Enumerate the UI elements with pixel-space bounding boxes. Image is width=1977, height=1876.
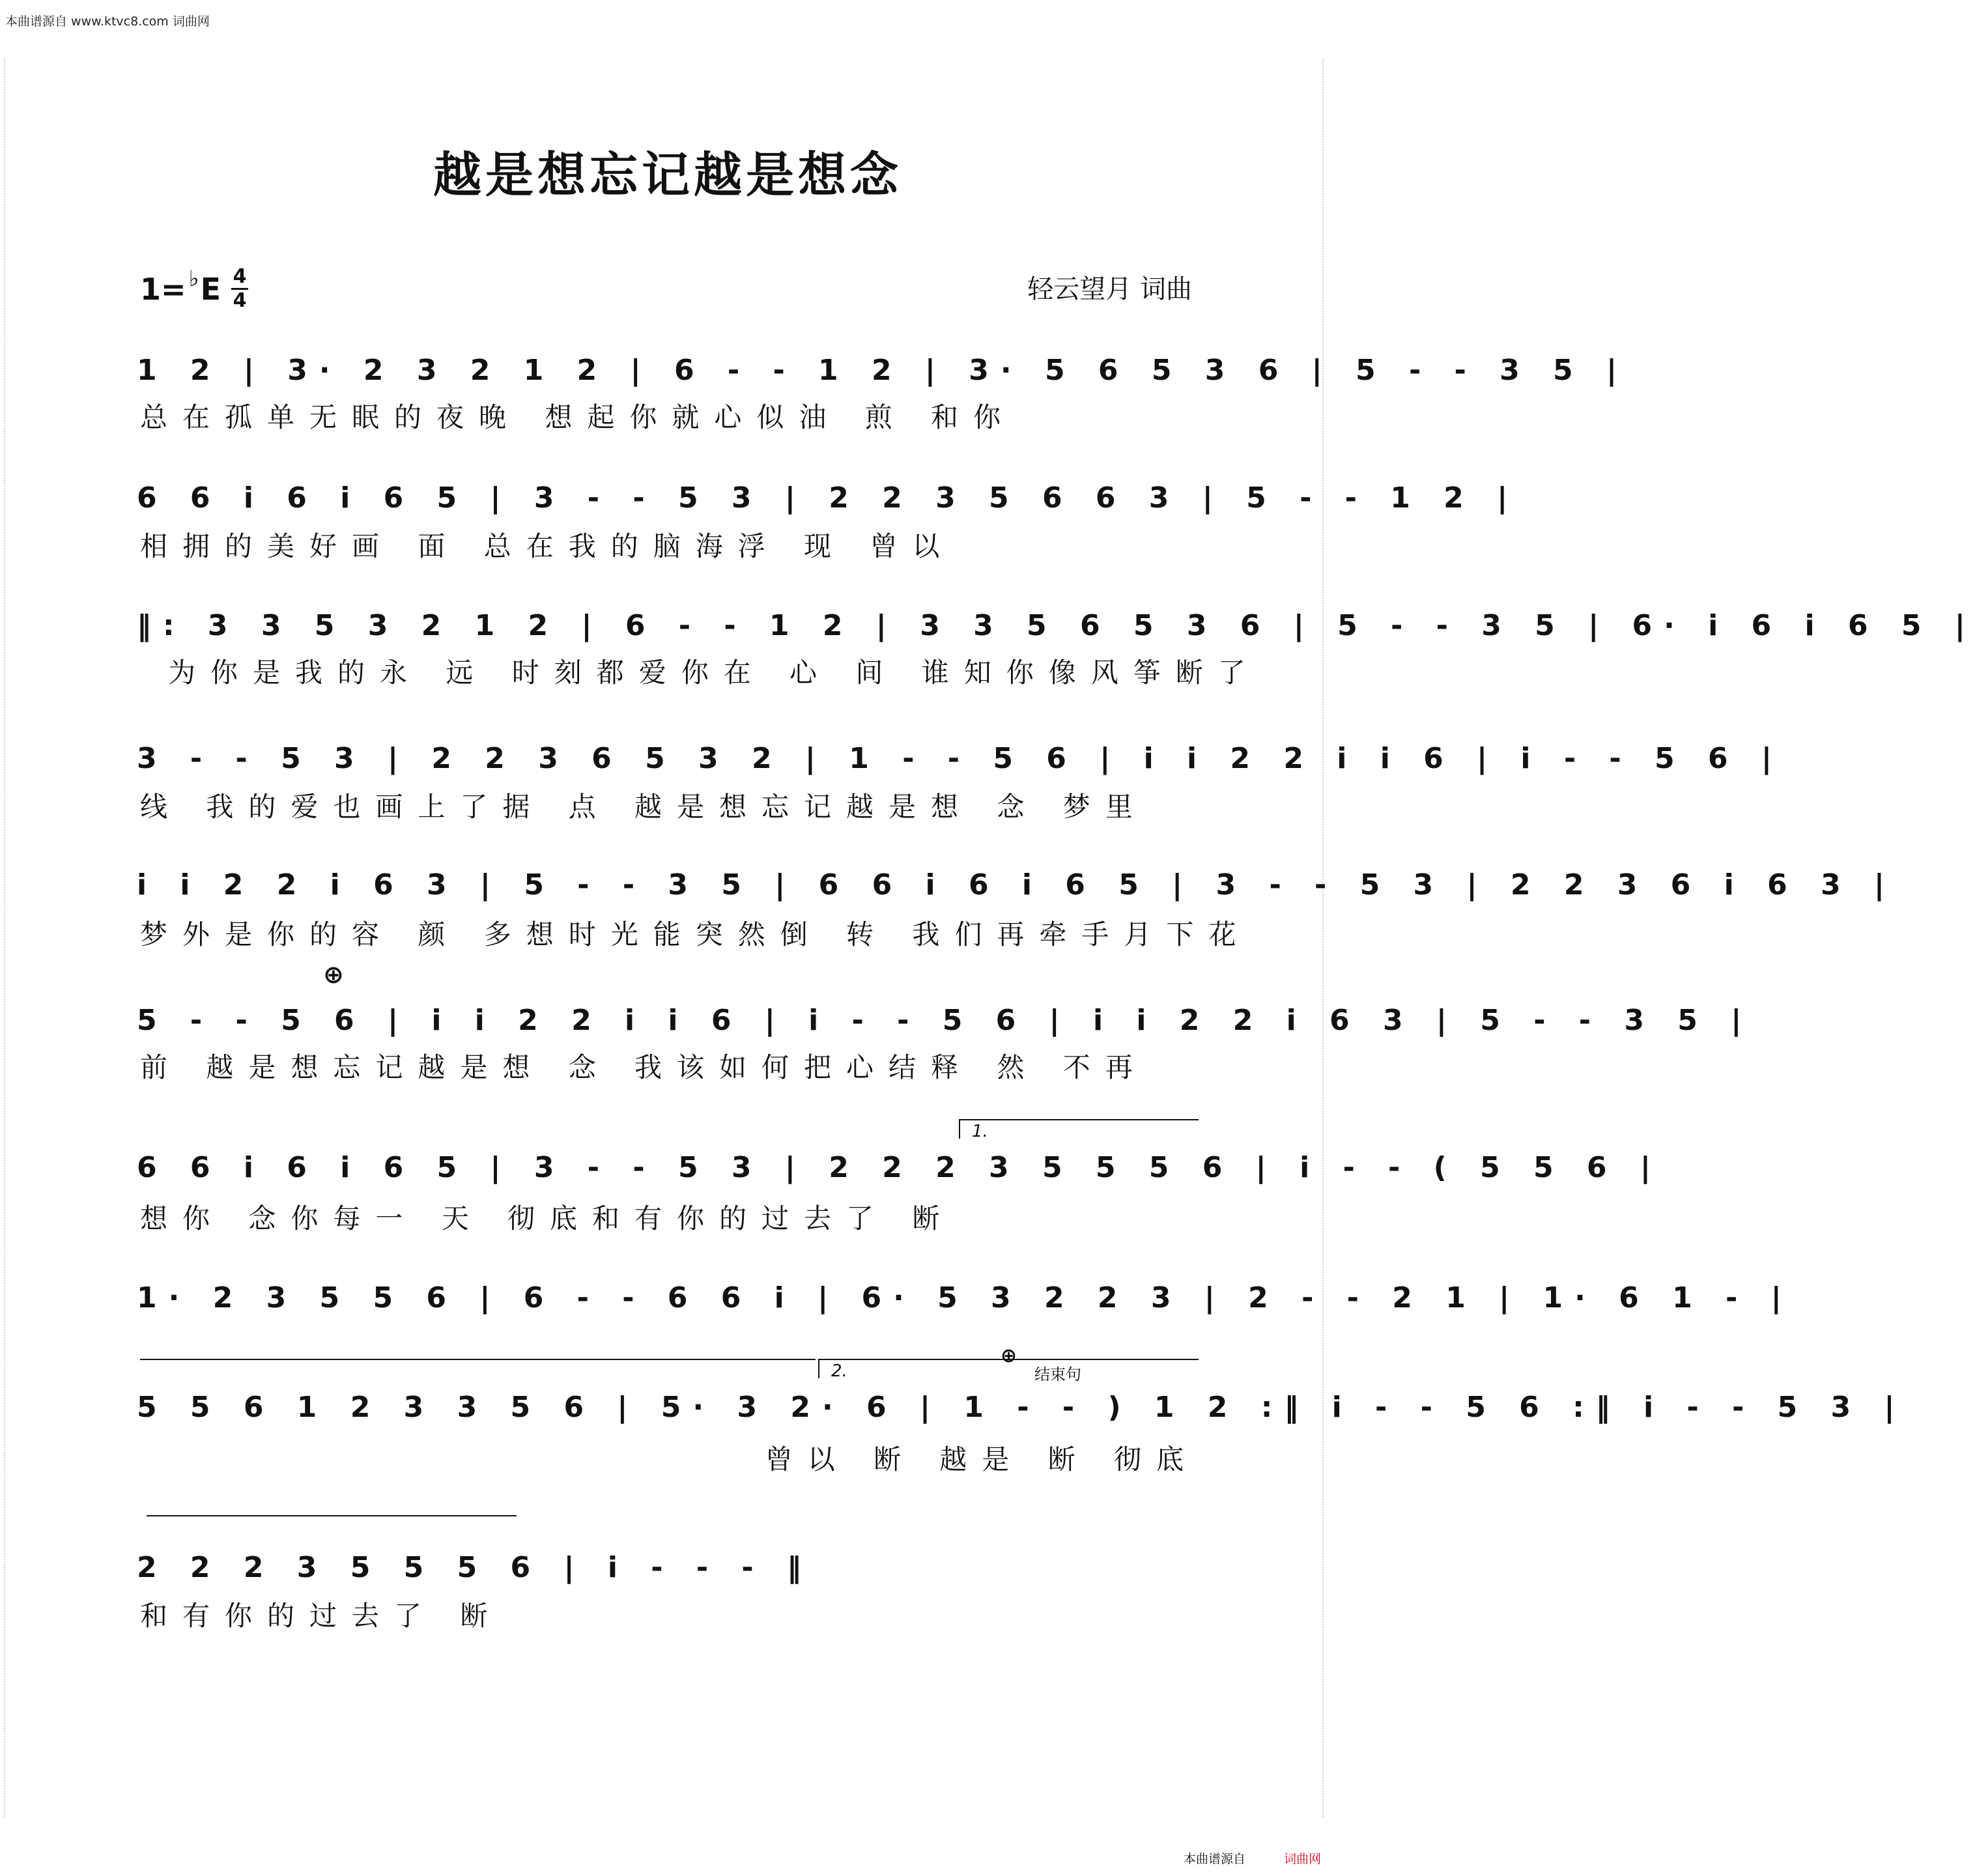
- lyrics-line-9: 曾以 断 越是 断 彻底: [765, 1443, 1199, 1475]
- repeat-bracket-line: [140, 1359, 816, 1360]
- time-signature-bottom: 4: [233, 289, 247, 312]
- notation-line-9: 5 5 6 1 2 3 3 5 6 | 5· 3 2· 6 | 1 - - ) 1 2 :‖ i - - 5 6 :‖ i - - 5 3 |: [137, 1390, 1907, 1424]
- notation-line-5: i i 2 2 i 6 3 | 5 - - 3 5 | 6 6 i 6 i 6 5 | 3 - - 5 3 | 2 2 3 6 i 6 3 |: [137, 868, 1896, 902]
- lyrics-line-6: 前 越是想忘记越是想 念 我该如何把心结释 然 不再: [140, 1051, 1148, 1083]
- volta-1-label: 1.: [972, 1122, 988, 1141]
- volta-2-label: 2.: [831, 1361, 847, 1381]
- notation-line-10: 2 2 2 3 5 5 5 6 | i - - - ‖: [137, 1550, 813, 1584]
- lyrics-line-1: 总在孤单无眠的夜晚 想起你就心似油 煎 和你: [140, 401, 1016, 433]
- left-watermark-strip: [4, 59, 14, 1817]
- notation-line-3: ‖: 3 3 5 3 2 1 2 | 6 - - 1 2 | 3 3 5 6 5 3 6 | 5 - - 3 5 | 6· i 6 i 6 5 |: [137, 608, 1977, 642]
- source-note: 本曲谱源自 www.ktvc8.com 词曲网: [5, 14, 210, 29]
- lyrics-line-5: 梦外是你的容 颜 多想时光能突然倒 转 我们再牵手月下花: [140, 918, 1251, 950]
- key-prefix: 1=: [140, 271, 186, 307]
- notation-line-7: 6 6 i 6 i 6 5 | 3 - - 5 3 | 2 2 2 3 5 5 5 6 | i - - ( 5 5 6 |: [137, 1150, 1662, 1184]
- coda-sign-2: ⊕: [1001, 1344, 1017, 1367]
- lyrics-line-2: 相拥的美好画 面 总在我的脑海浮 现 曾以: [140, 530, 955, 562]
- right-watermark-strip: [1322, 59, 1333, 1817]
- notation-line-1: 1 2 | 3· 2 3 2 1 2 | 6 - - 1 2 | 3· 5 6 5 3 6 | 5 - - 3 5 |: [137, 353, 1629, 387]
- composer-credit: 轻云望月 词曲: [1027, 274, 1192, 304]
- notation-line-2: 6 6 i 6 i 6 5 | 3 - - 5 3 | 2 2 3 5 6 6 3 | 5 - - 1 2 |: [137, 481, 1520, 515]
- flat-symbol: ♭: [188, 265, 199, 292]
- footer-right: 词曲网: [1283, 1852, 1321, 1866]
- key-signature: [140, 267, 248, 311]
- ending-bracket-line: [147, 1515, 517, 1516]
- ending-label: 结束句: [1034, 1365, 1081, 1384]
- song-title: 越是想忘记越是想念: [433, 147, 902, 203]
- lyrics-line-10: 和有你的过去了 断: [140, 1600, 503, 1632]
- lyrics-line-7: 想你 念你每一 天 彻底和有你的过去了 断: [140, 1202, 955, 1234]
- footer-left: 本曲谱源自: [1183, 1852, 1245, 1866]
- time-signature: [231, 267, 248, 311]
- time-signature-top: 4: [233, 265, 247, 288]
- notation-line-8: 1· 2 3 5 5 6 | 6 - - 6 6 i | 6· 5 3 2 2 3 | 2 - - 2 1 | 1· 6 1 - |: [137, 1281, 1793, 1315]
- lyrics-line-4: 线 我的爱也画上了据 点 越是想忘记越是想 念 梦里: [140, 791, 1148, 823]
- coda-sign-1: ⊕: [323, 960, 344, 989]
- volta-1-bracket: [959, 1119, 1199, 1139]
- lyrics-line-3: 为你是我的永 远 时刻都爱你在 心 间 谁知你像风筝断了: [168, 657, 1260, 689]
- notation-line-6: 5 - - 5 6 | i i 2 2 i i 6 | i - - 5 6 | i i 2 2 i 6 3 | 5 - - 3 5 |: [137, 1003, 1754, 1037]
- key-note: E: [200, 271, 221, 307]
- notation-line-4: 3 - - 5 3 | 2 2 3 6 5 3 2 | 1 - - 5 6 | i i 2 2 i i 6 | i - - 5 6 |: [137, 741, 1784, 775]
